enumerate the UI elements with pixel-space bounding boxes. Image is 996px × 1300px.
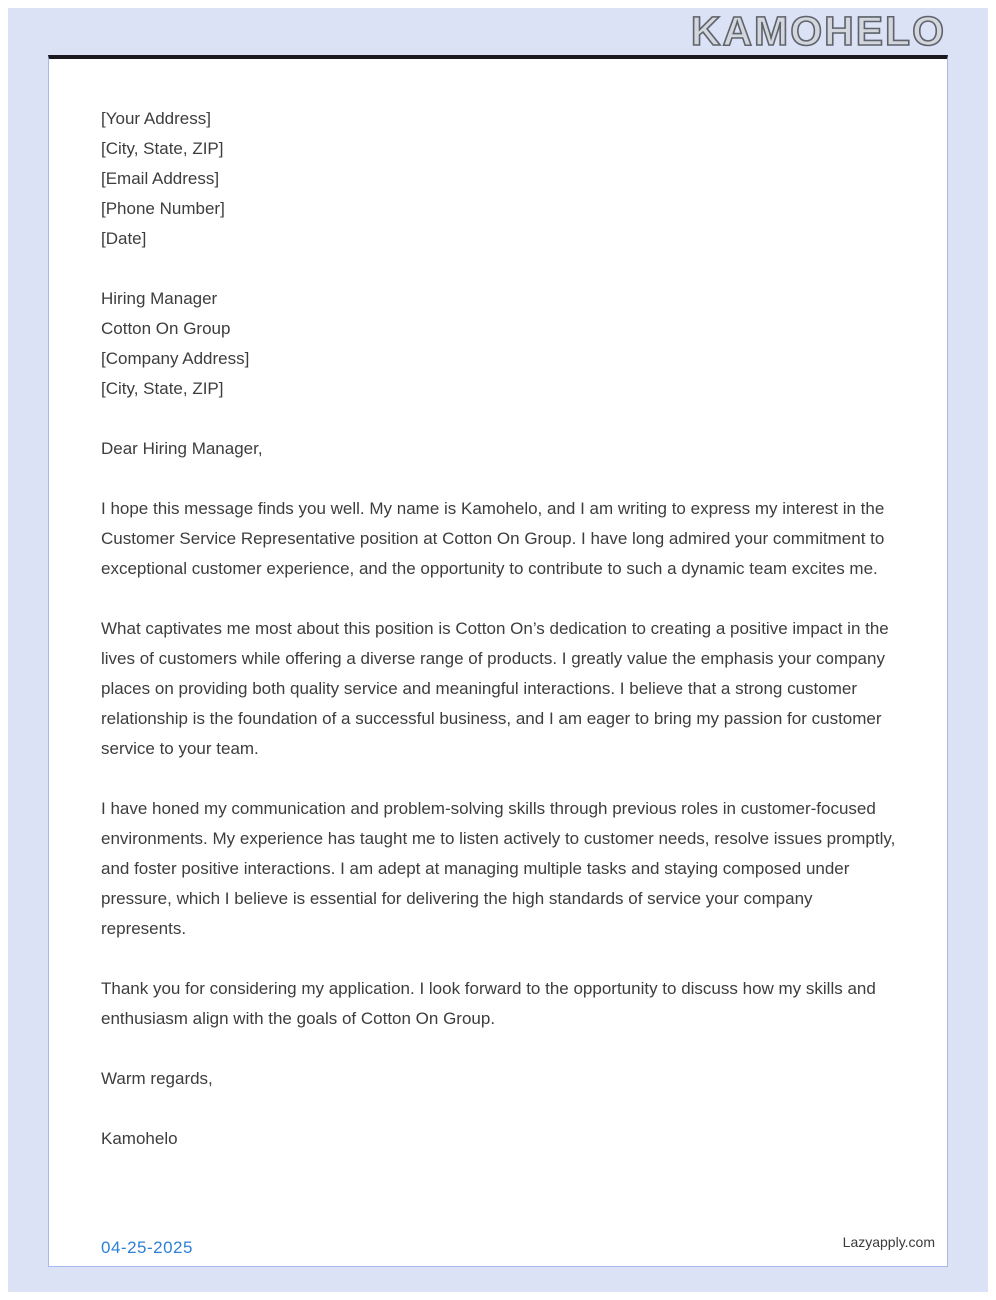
recipient-address-block — [101, 284, 896, 404]
sender-line-date: [Date] — [101, 229, 147, 248]
closing: Warm regards, — [101, 1069, 213, 1088]
watermark-lazyapply: Lazyapply.com — [842, 1234, 935, 1250]
body-paragraph-1: I hope this message finds you well. My name is Kamohelo, and I am writing to express my interest in the Customer Service Representative position at Cotton On Group. I have long admired your commitment to exceptional customer experience, and the opportunity to contribute to such a dynamic team excites me. — [101, 499, 885, 578]
letter-content — [49, 59, 947, 1154]
brand-logo: KAMOHELO — [690, 8, 946, 54]
recipient-line-name: Hiring Manager — [101, 289, 218, 308]
sender-line-address: [Your Address] — [101, 109, 211, 128]
body-paragraph-4: Thank you for considering my application. I look forward to the opportunity to discuss how my skills and enthusiasm align with the goals of Cotton On Group. — [101, 979, 876, 1028]
sender-line-email: [Email Address] — [101, 169, 220, 188]
salutation: Dear Hiring Manager, — [101, 439, 263, 458]
recipient-line-company: Cotton On Group — [101, 319, 231, 338]
recipient-line-city: [City, State, ZIP] — [101, 379, 224, 398]
body-paragraph-3: I have honed my communication and problem-solving skills through previous roles in customer-focused environments. My experience has taught me to listen actively to customer needs, resolve issues promptly, and foster positive interactions. I am adept at managing multiple tasks and staying composed under pressure, which I believe is essential for delivering the high standards of service your company represents. — [101, 799, 896, 938]
sender-line-phone: [Phone Number] — [101, 199, 225, 218]
recipient-line-address: [Company Address] — [101, 349, 250, 368]
body-paragraph-2: What captivates me most about this position is Cotton On’s dedication to creating a positive impact in the lives of customers while offering a diverse range of products. I greatly value the emphasis your company places on providing both quality service and meaningful interactions. I believe that a strong customer relationship is the foundation of a successful business, and I am eager to bring my passion for customer service to your team. — [101, 619, 889, 758]
sender-line-city: [City, State, ZIP] — [101, 139, 224, 158]
signature-name: Kamohelo — [101, 1129, 178, 1148]
sender-address-block — [101, 104, 896, 254]
letter-sheet — [48, 55, 948, 1267]
footer-date: 04-25-2025 — [101, 1238, 193, 1257]
